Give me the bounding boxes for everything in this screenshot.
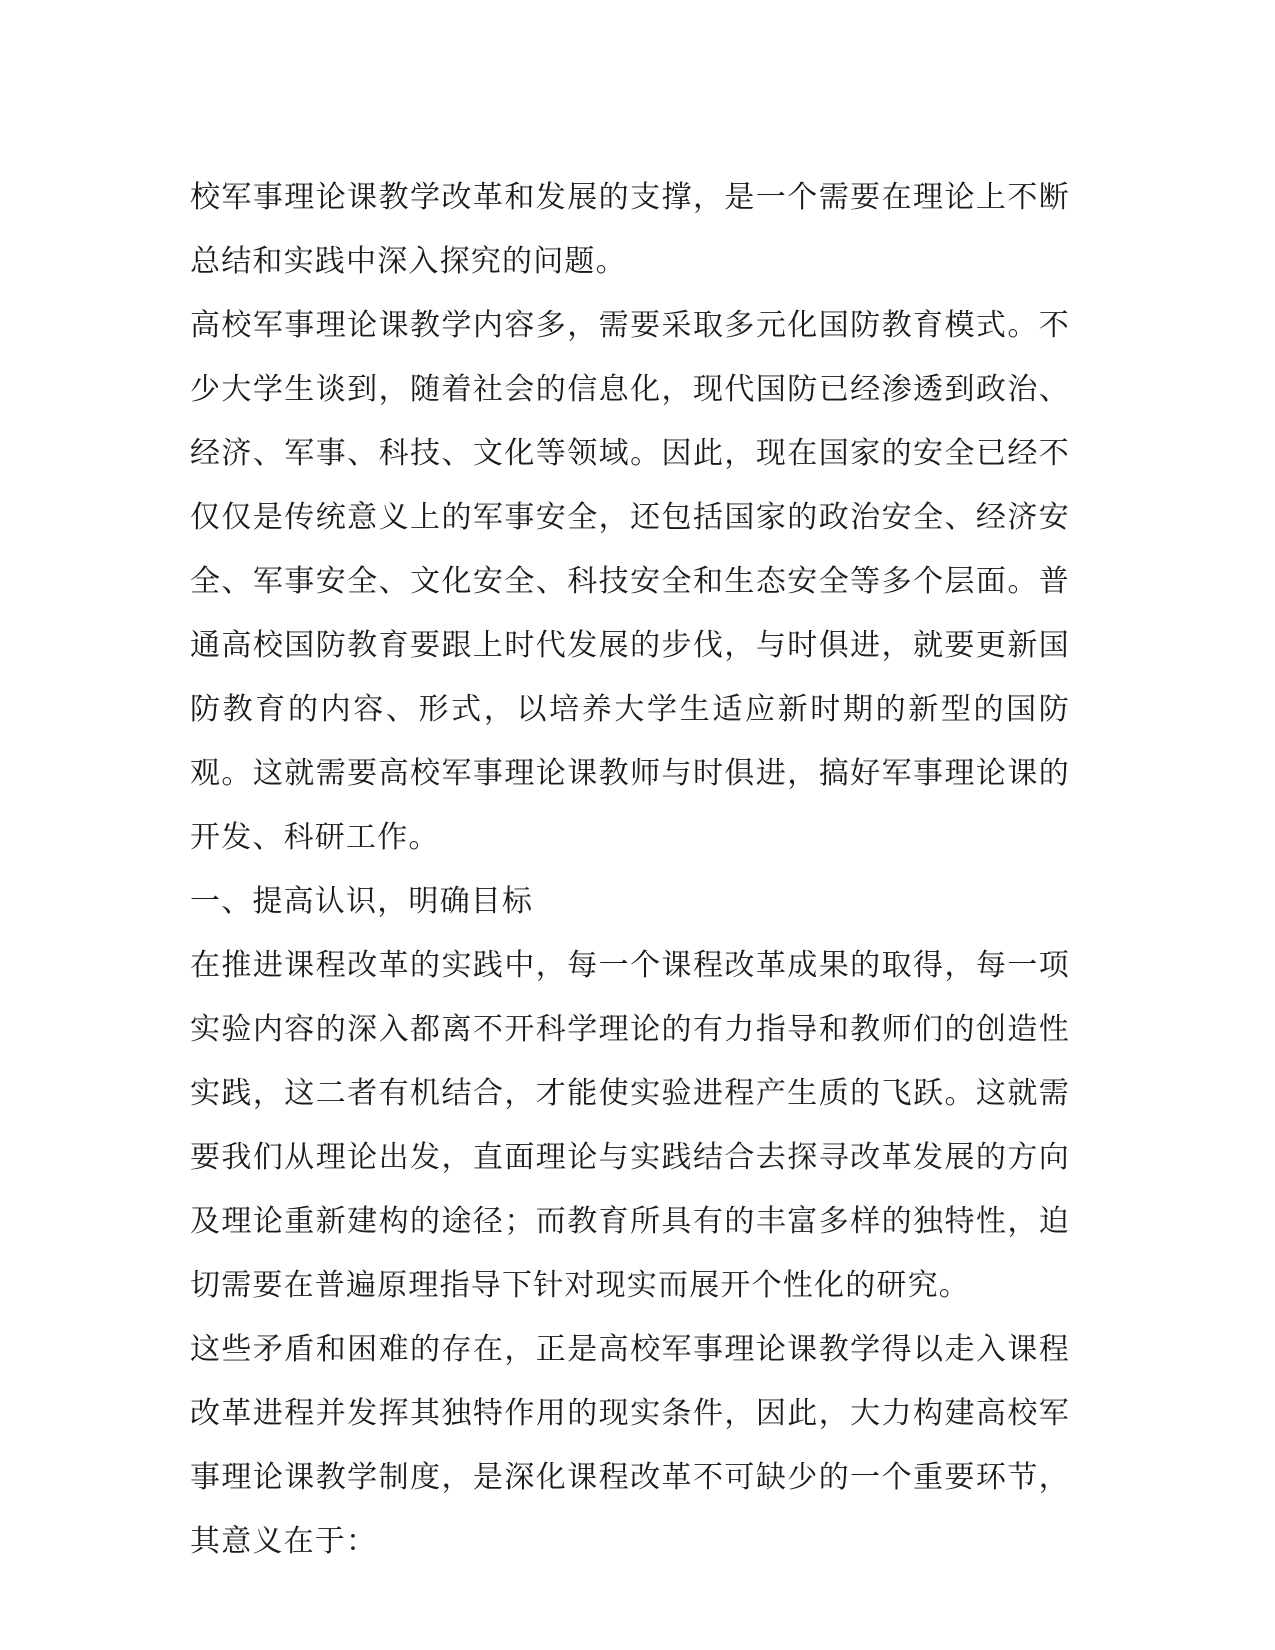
- document-body: [190, 166, 1070, 1574]
- section-heading: 一、提高认识，明确目标: [190, 884, 534, 919]
- paragraph-continuation: 校军事理论课教学改革和发展的支撑，是一个需要在理论上不断总结和实践中深入探究的问题。: [190, 180, 1070, 279]
- paragraph-curriculum-reform: 在推进课程改革的实践中，每一个课程改革成果的取得，每一项实验内容的深入都离不开科学理论的有力指导和教师们的创造性实践，这二者有机结合，才能使实验进程产生质的飞跃。这就需要我们从理论出发，直面理论与实践结合去探寻改革发展的方向及理论重新建构的途径；而教育所具有的丰富多样的独特性，迫切需要在普遍原理指导下针对现实而展开个性化的研究。: [190, 948, 1070, 1303]
- paragraph-diversified-education: 高校军事理论课教学内容多，需要采取多元化国防教育模式。不少大学生谈到，随着社会的信息化，现代国防已经渗透到政治、经济、军事、科技、文化等领域。因此，现在国家的安全已经不仅仅是传统意义上的军事安全，还包括国家的政治安全、经济安全、军事安全、文化安全、科技安全和生态安全等多个层面。普通高校国防教育要跟上时代发展的步伐，与时俱进，就要更新国防教育的内容、形式，以培养大学生适应新时期的新型的国防观。这就需要高校军事理论课教师与时俱进，搞好军事理论课的开发、科研工作。: [190, 308, 1070, 855]
- paragraph-significance: 这些矛盾和困难的存在，正是高校军事理论课教学得以走入课程改革进程并发挥其独特作用的现实条件，因此，大力构建高校军事理论课教学制度，是深化课程改革不可缺少的一个重要环节，其意义在于：: [190, 1332, 1070, 1559]
